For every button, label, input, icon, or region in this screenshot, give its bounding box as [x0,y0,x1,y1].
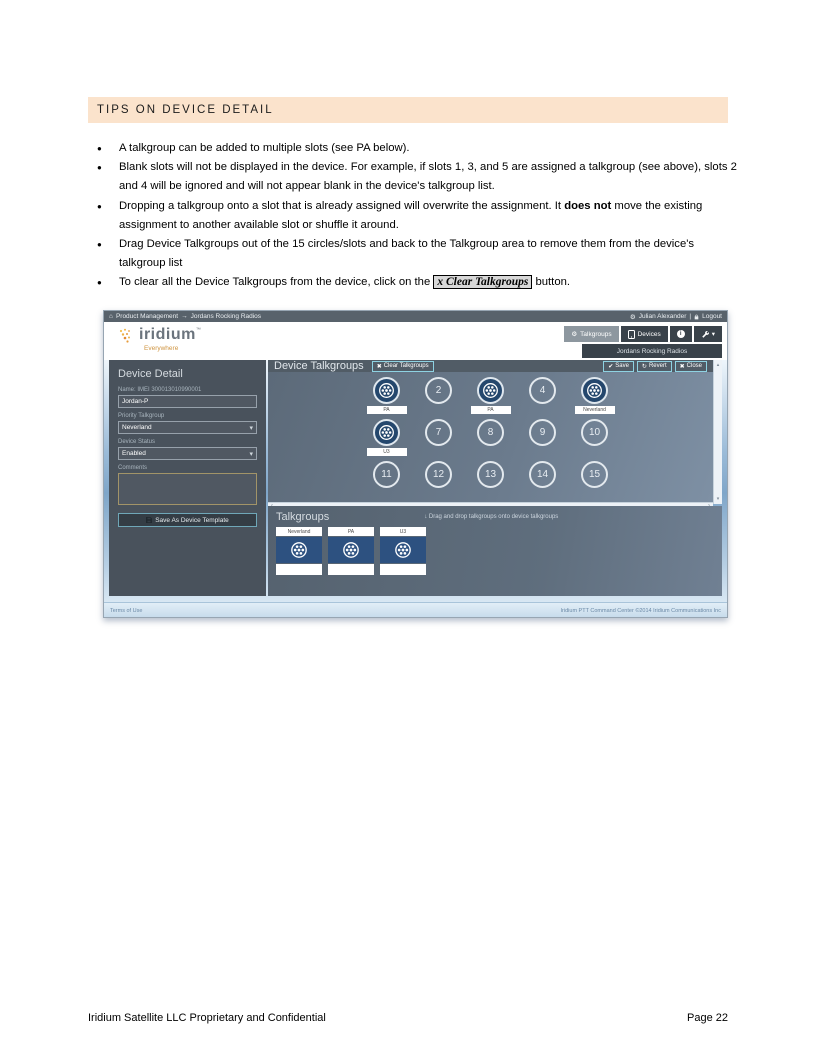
device-slot-10[interactable] [569,419,621,460]
chevron-down-icon: ▾ [249,450,253,458]
priority-talkgroup-label: Priority Talkgroup [118,413,165,419]
device-talkgroups-title: Device Talkgroups [274,360,364,372]
slot-number: 2 [425,377,452,404]
talkgroups-title: Talkgroups [276,511,330,523]
device-slot-1[interactable] [361,377,413,418]
device-slot-14[interactable] [517,461,569,502]
slot-talkgroup-label: PA [367,406,407,414]
device-detail-title: Device Detail [118,368,183,380]
slot-number: 12 [425,461,452,488]
drag-drop-hint [424,514,558,520]
save-as-device-template-button[interactable] [118,513,257,527]
device-slot-12[interactable] [413,461,465,502]
tip-item-2 [88,158,738,196]
app-footer [104,602,727,618]
separator: | [689,313,692,320]
x-icon: ✖ [376,363,382,370]
nav-devices-label: Devices [637,330,661,338]
nav-devices-button[interactable] [621,326,668,342]
slot-number: 9 [529,419,556,446]
talkgroup-card-footer [328,564,374,575]
nav-talkgroups-button[interactable] [564,326,618,342]
logo-wordmark: iridium [139,326,196,343]
tips-list [88,139,738,293]
clear-talkgroups-button[interactable] [372,361,434,372]
slot-number: 10 [581,419,608,446]
down-arrow-icon: ↓ [424,514,428,520]
device-talkgroups-panel [268,360,722,596]
slot-number: 15 [581,461,608,488]
clear-talkgroups-label: Clear Talkgroups [383,363,429,369]
tip-text: A talkgroup can be added to multiple slots (see PA below). [119,142,410,154]
tip-item-4 [88,235,738,273]
talkgroup-icon [276,537,322,563]
slot-talkgroup-label: Neverland [575,406,615,414]
subnav-label: Jordans Rocking Radios [616,347,688,355]
device-slot-2[interactable] [413,377,465,418]
tip-text: To clear all the Device Talkgroups from the device, click on the [119,276,434,289]
save-label: Save [615,363,629,369]
x-icon: ✖ [679,363,685,370]
breadcrumb [109,313,261,320]
home-icon[interactable]: ⌂ [109,313,113,320]
device-status-label: Device Status [118,439,156,445]
refresh-icon: ↻ [641,363,647,370]
device-status-select[interactable] [118,447,257,460]
check-icon: ✔ [608,363,614,370]
tip-text: button. [532,276,571,289]
nav-tools-button[interactable] [694,326,722,342]
slot-number: 8 [477,419,504,446]
drag-drop-hint-text: Drag and drop talkgroups onto device talkgroups [428,514,559,520]
user-bar [630,313,722,321]
comments-textarea[interactable] [118,473,257,505]
breadcrumb-arrow-icon: → [181,313,188,320]
section-header-band [88,97,728,123]
talkgroup-card-footer [276,564,322,575]
talkgroup-card[interactable] [380,527,426,575]
device-detail-panel [109,360,266,596]
confidentiality-notice: Iridium Satellite LLC Proprietary and Confidential [88,1012,326,1024]
logo-tagline: Everywhere [144,345,179,352]
save-template-label: Save As Device Template [155,516,229,524]
save-icon [146,517,152,523]
device-slot-8[interactable] [465,419,517,460]
page-number: Page 22 [687,1012,728,1024]
talkgroup-card[interactable] [276,527,322,575]
caret-down-icon: ▾ [711,331,715,338]
talkgroup-cards [276,527,714,575]
revert-button[interactable] [637,361,672,372]
app-screenshot [103,310,728,618]
slot-number: 7 [425,419,452,446]
wrench-icon [701,330,709,338]
device-slot-3[interactable] [465,377,517,418]
device-slot-5[interactable] [569,377,621,418]
talkgroup-icon [477,377,504,404]
talkgroup-icon [581,377,608,404]
talkgroup-icon [380,537,426,563]
talkgroup-icon [328,537,374,563]
device-slot-4[interactable] [517,377,569,418]
slot-number: 4 [529,377,556,404]
tip-text: Drag Device Talkgroups out of the 15 circles/slots and back to the Talkgroup area to remove them from the device's talkgroup list [119,238,695,270]
talkgroups-panel [268,506,722,596]
device-talkgroups-header [268,360,713,372]
tip-text: move the existing assignment to another available slot or shuffle it around. [119,199,703,231]
slot-talkgroup-label: U3 [367,448,407,456]
devices-icon [628,330,635,339]
talkgroup-card-label: U3 [380,527,426,536]
main-nav [564,326,722,342]
scroll-down-icon[interactable]: ▾ [716,496,720,502]
device-name-input[interactable] [118,395,257,408]
device-slot-11[interactable] [361,461,413,502]
close-label: Close [686,363,702,369]
close-button[interactable] [675,361,707,372]
gear-icon[interactable]: ⚙ [629,313,636,321]
scroll-up-icon[interactable]: ▴ [716,362,720,368]
app-body [104,360,727,602]
slot-number: 14 [529,461,556,488]
device-slot-7[interactable] [413,419,465,460]
slot-number: 11 [373,461,400,488]
page-footer [88,1012,728,1024]
revert-label: Revert [648,363,667,369]
gear-icon: ⚙ [571,331,578,338]
tip-item-5 [88,273,738,292]
section-title: TIPS ON DEVICE DETAIL [97,104,274,116]
talkgroup-icon [373,419,400,446]
tip-text: Dropping a talkgroup onto a slot that is already assigned will overwrite the assignment. It [119,199,565,212]
terms-of-use-link[interactable]: Terms of Use [110,608,143,614]
priority-talkgroup-select[interactable] [118,421,257,434]
slot-number: 13 [477,461,504,488]
slot-talkgroup-label: PA [471,406,511,414]
info-icon: i [677,330,685,338]
breadcrumb-current: Jordans Rocking Radios [190,313,262,320]
slots-grid [268,372,713,502]
tip-text-bold: does not [564,199,612,212]
talkgroup-card[interactable] [328,527,374,575]
breadcrumb-path[interactable]: Product Management [115,313,179,320]
device-talkgroups-actions [603,361,707,372]
clear-talkgroups-inline-reference: x Clear Talkgroups [433,275,532,289]
device-slot-15[interactable] [569,461,621,502]
device-group-subnav[interactable] [582,344,722,358]
tip-text: Blank slots will not be displayed in the device. For example, if slots 1, 3, and 5 are assigned a talkgroup (see above), slots 2 and 4 will be ignored and will not appear blank in the device's talkgroup list. [119,161,737,193]
talkgroup-card-footer [380,564,426,575]
breadcrumb-bar [104,311,727,322]
device-status-value: Enabled [122,450,146,457]
tip-item-3 [88,197,738,235]
priority-talkgroup-value: Neverland [122,424,152,431]
device-slot-9[interactable] [517,419,569,460]
app-header [104,322,727,360]
talkgroup-card-label: PA [328,527,374,536]
device-slot-13[interactable] [465,461,517,502]
save-button[interactable] [603,361,634,372]
logo-trademark: ™ [195,327,201,333]
iridium-logo [118,327,201,352]
user-name-link[interactable]: Julian Alexander [638,313,687,320]
device-slot-6[interactable] [361,419,413,460]
logo-swirl-icon [118,328,136,344]
device-name-label: Name: IMEI 300013010990001 [118,387,202,393]
logout-link[interactable]: Logout [702,313,722,320]
talkgroup-icon [373,377,400,404]
nav-talkgroups-label: Talkgroups [580,330,612,338]
app-copyright: Iridium PTT Command Center ©2014 Iridium Communications Inc [560,608,721,614]
nav-info-button[interactable] [670,326,692,342]
chevron-down-icon: ▾ [249,424,253,432]
tip-item-1 [88,139,738,158]
comments-label: Comments [118,465,148,471]
lock-icon [694,314,699,320]
talkgroup-card-label: Neverland [276,527,322,536]
vertical-scrollbar[interactable] [713,360,722,504]
